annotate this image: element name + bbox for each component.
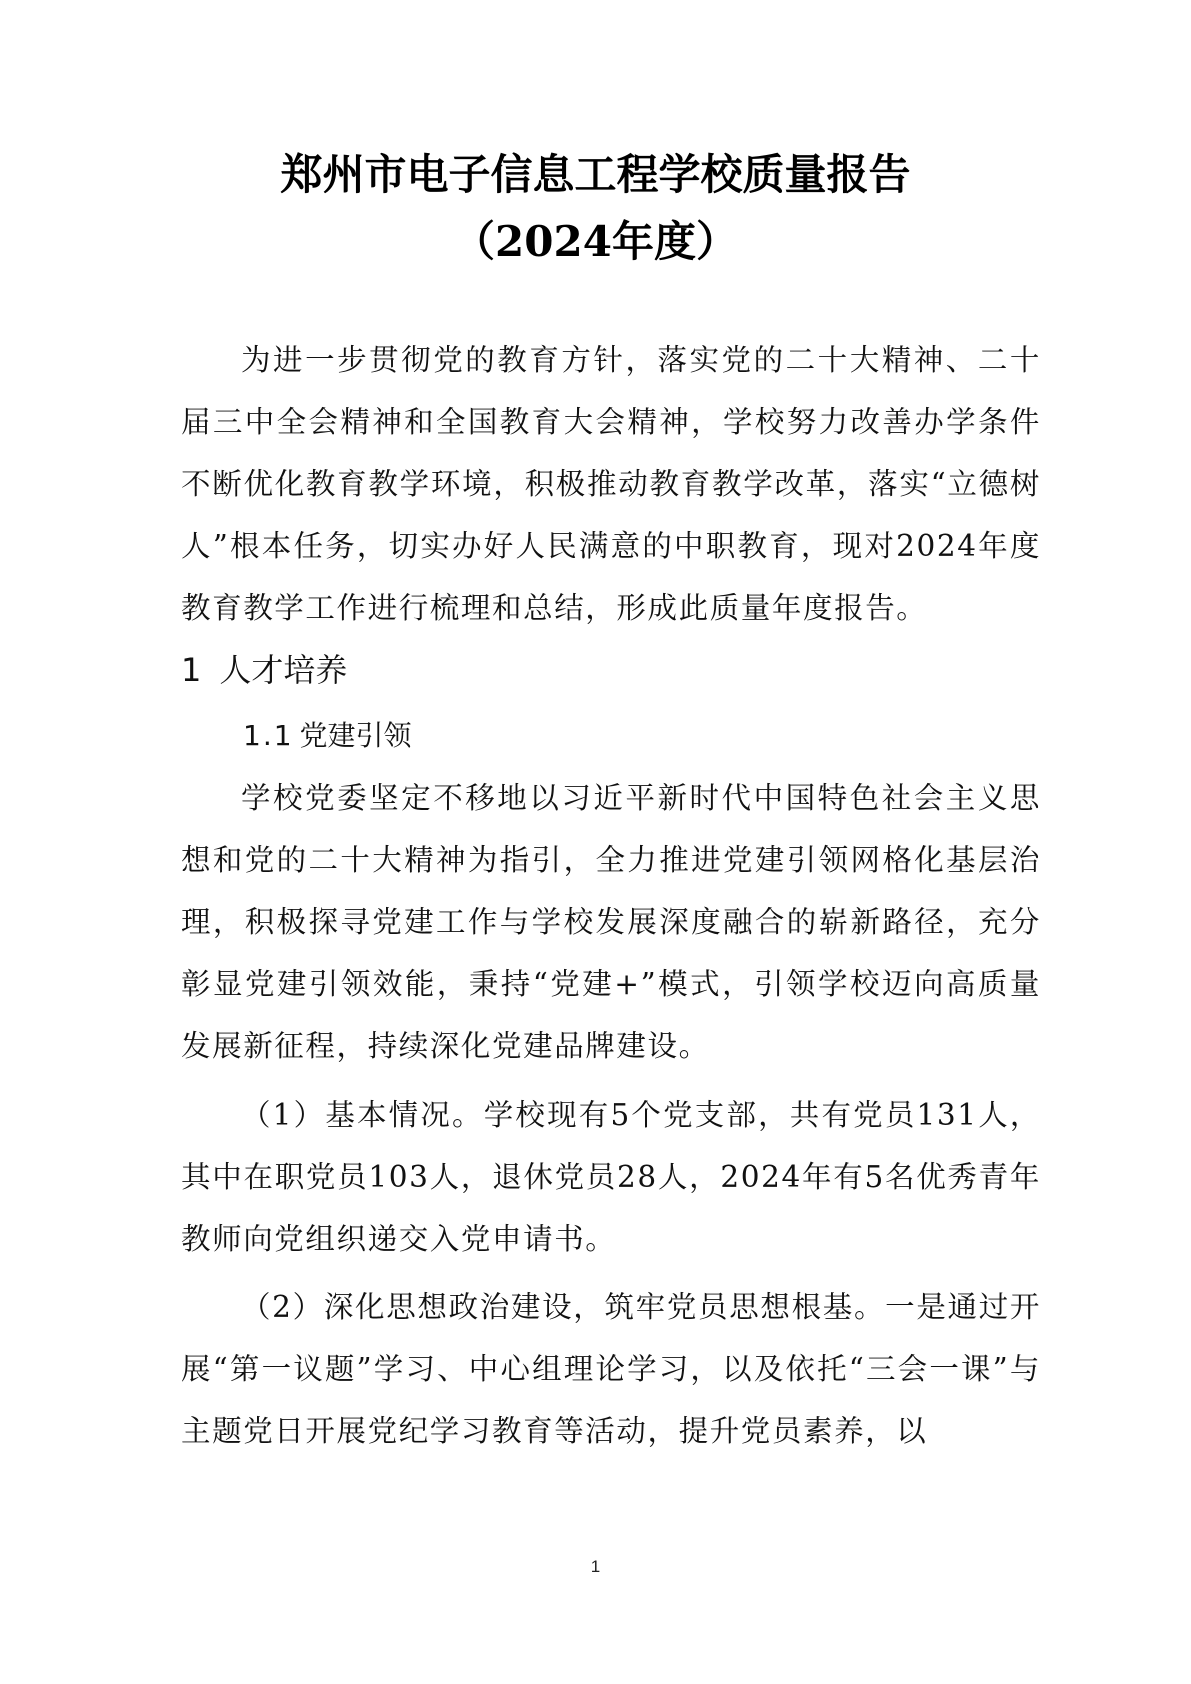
subsection-number: 1.1 [243, 719, 294, 752]
section-number: 1 [181, 651, 202, 689]
intro-paragraph: 为进一步贯彻党的教育方针，落实党的二十大精神、二十届三中全会精神和全国教育大会精神，学校努力改善办学条件不断优化教育教学环境，积极推动教育教学改革，落实“立德树人”根本任务，切实办好人民满意的中职教育，现对2024年度教育教学工作进行梳理和总结，形成此质量年度报告。 [181, 343, 1041, 625]
ideological-building-paragraph: （2）深化思想政治建设，筑牢党员思想根基。一是通过开展“第一议题”学习、中心组理论学习，以及依托“三会一课”与主题党日开展党纪学习教育等活动，提升党员素养，以 [181, 1290, 1041, 1448]
document-subtitle-year: （2024年度） [453, 217, 738, 266]
subsection-title: 党建引领 [299, 719, 412, 752]
basic-situation-paragraph: （1）基本情况。学校现有5个党支部，共有党员131人，其中在职党员103人，退休党员28人，2024年有5名优秀青年教师向党组织递交入党申请书。 [181, 1098, 1041, 1256]
document-title: 郑州市电子信息工程学校质量报告 [280, 150, 911, 199]
section-heading-1 [181, 648, 347, 692]
section-title: 人才培养 [219, 651, 348, 689]
subsection-heading-1-1 [243, 716, 412, 756]
party-building-paragraph: 学校党委坚定不移地以习近平新时代中国特色社会主义思想和党的二十大精神为指引，全力推进党建引领网格化基层治理，积极探寻党建工作与学校发展深度融合的崭新路径，充分彰显党建引领效能，秉持“党建+”模式，引领学校迈向高质量发展新征程，持续深化党建品牌建设。 [181, 781, 1041, 1063]
page-number: 1 [590, 1557, 601, 1576]
